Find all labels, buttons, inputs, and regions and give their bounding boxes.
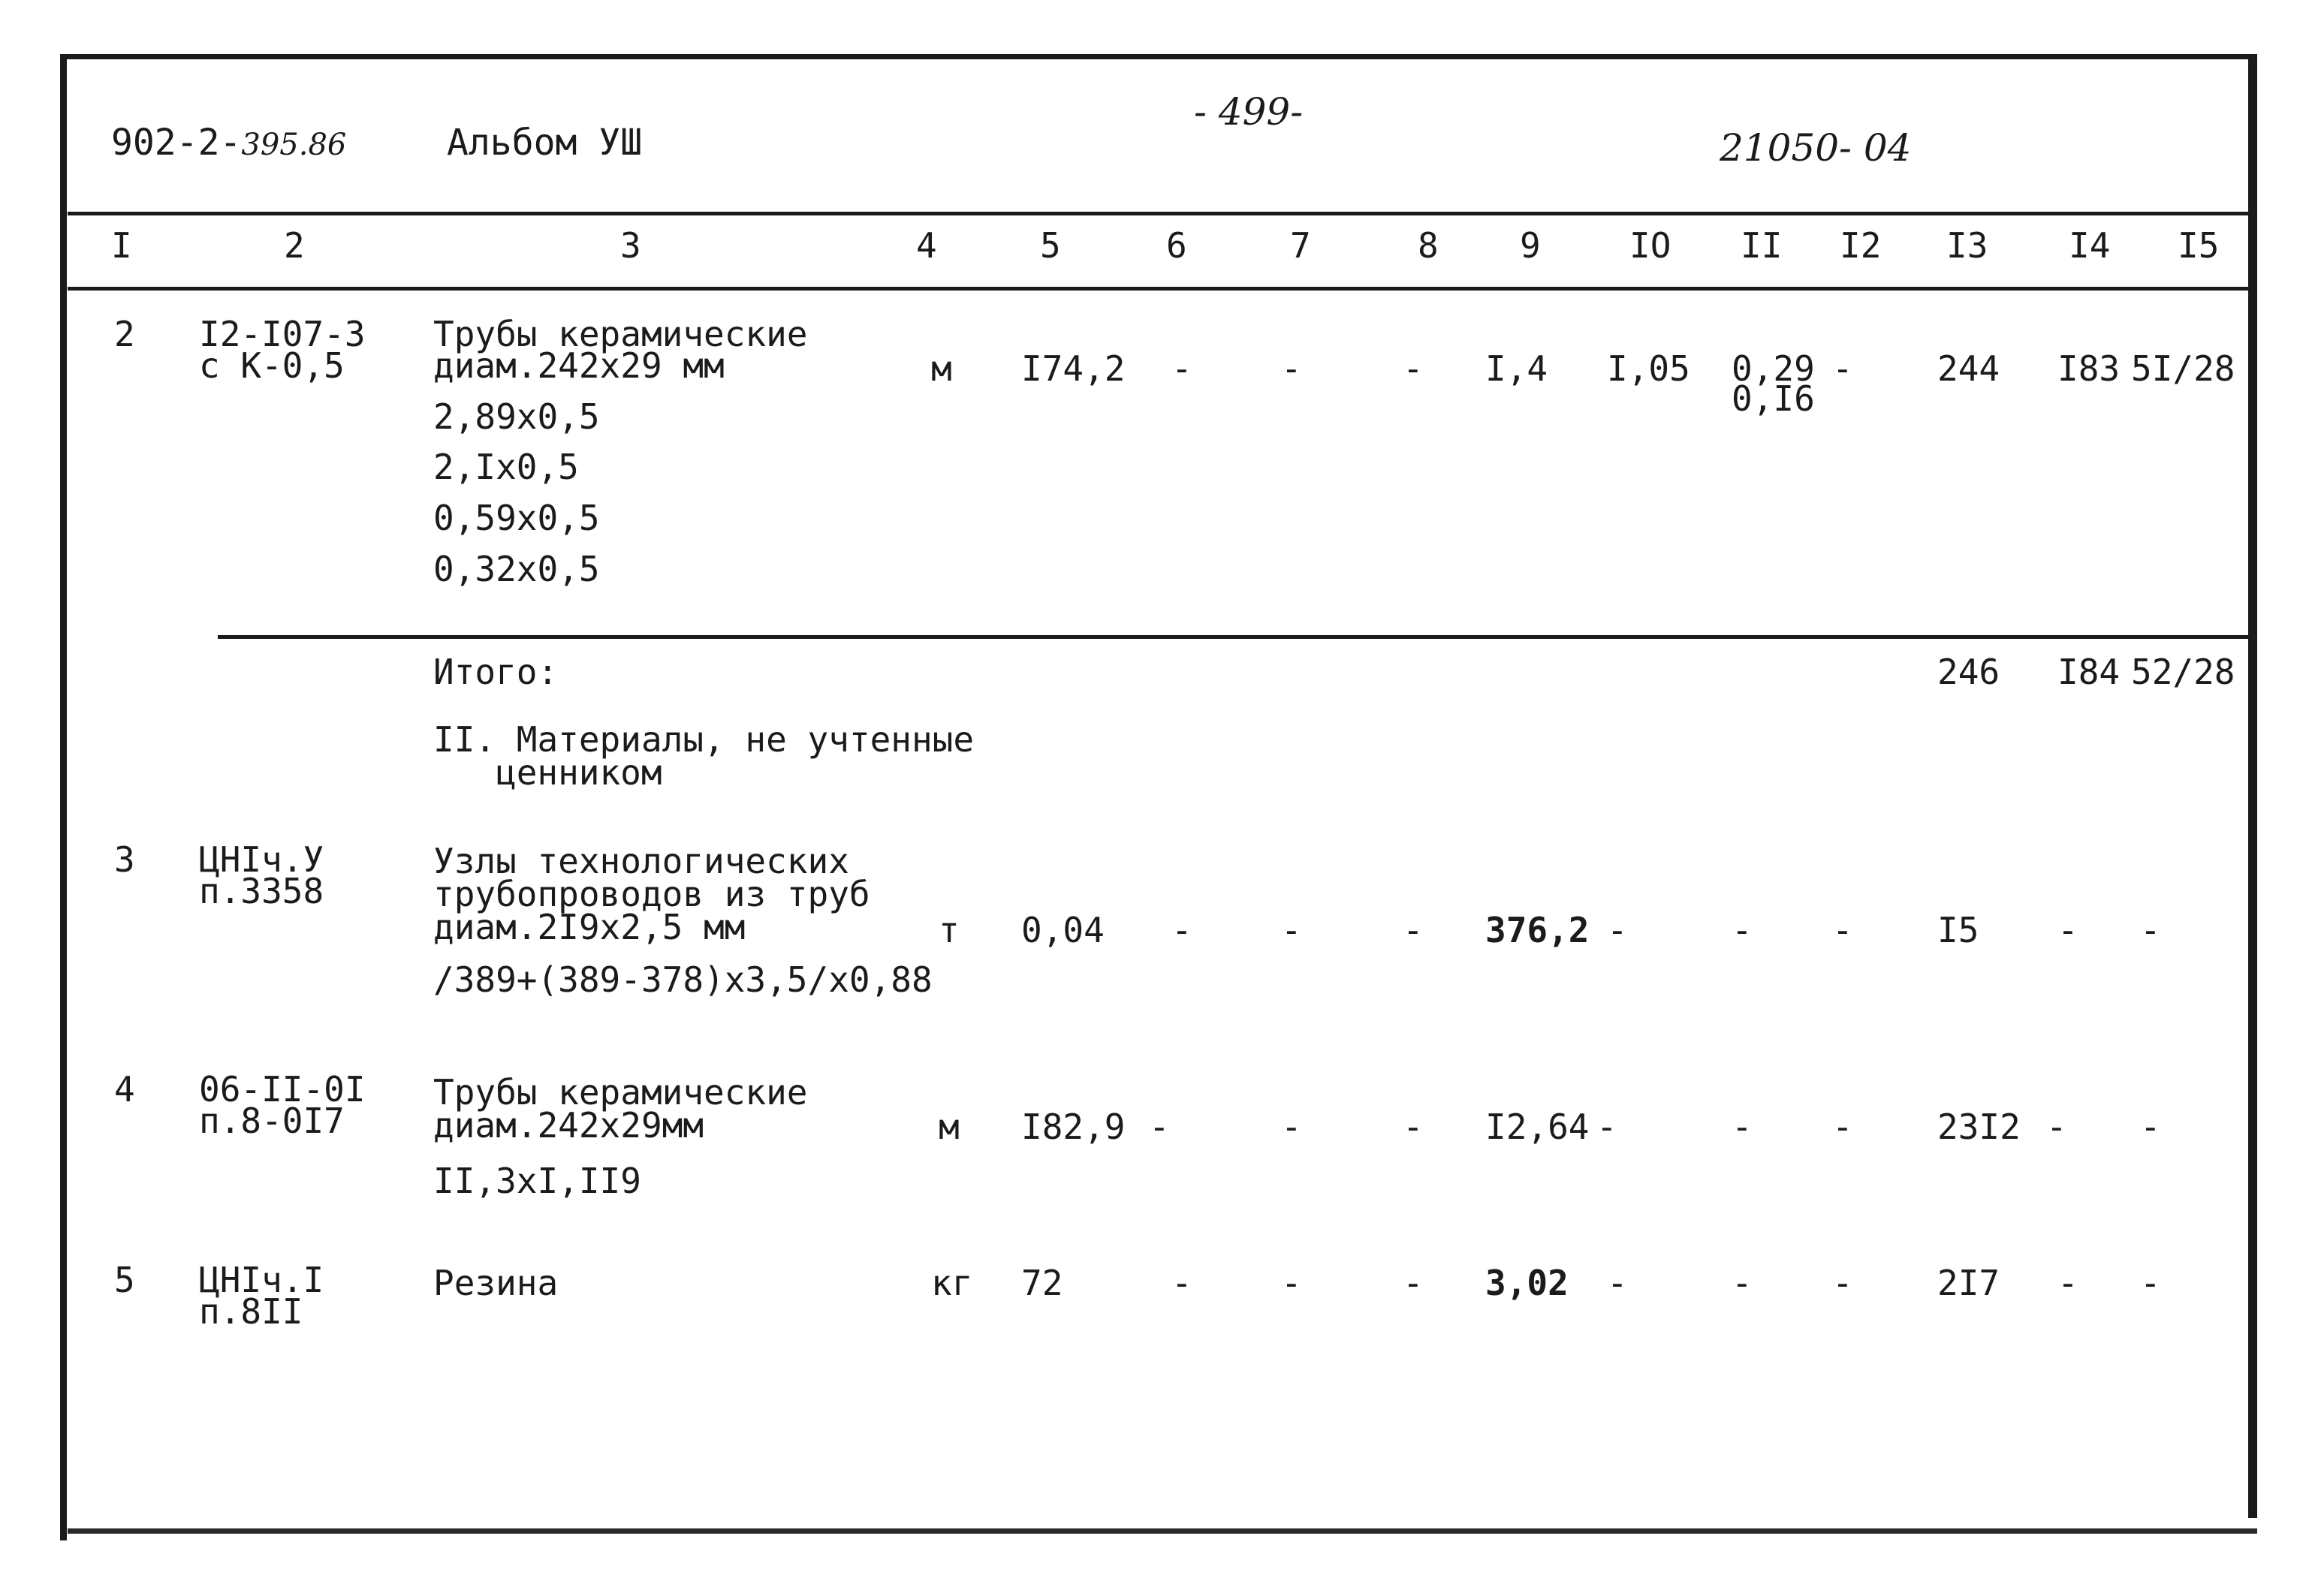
album-label: Альбом УШ (447, 122, 643, 164)
row-unit: м (939, 1107, 960, 1147)
frame-left-border (60, 54, 67, 1540)
row-col-7: - (1281, 1107, 1302, 1147)
row-calc-line: 0,59х0,5 (433, 498, 600, 538)
col-header-7: 7 (1290, 225, 1311, 266)
row-col-10: - (1607, 1263, 1628, 1303)
row-col-8: - (1403, 1263, 1424, 1303)
row-col-5: 72 (1021, 1263, 1063, 1303)
sheet-code: 21050- 04 (1720, 126, 1912, 170)
row-calc-line: 0,32х0,5 (433, 549, 600, 589)
row-calc-line: II,3хI,II9 (433, 1161, 641, 1201)
row-col-7: - (1281, 910, 1302, 950)
header-bottom-rule (68, 287, 2248, 291)
row-col-11: - (1732, 1107, 1753, 1147)
row-col-14: I83 (2057, 348, 2121, 389)
col-header-3: 3 (620, 225, 641, 266)
row-number: 3 (114, 839, 135, 880)
col-header-8: 8 (1418, 225, 1439, 266)
row-description-line-1: Резина (433, 1263, 559, 1303)
row-col-11-line-1: 0,29 (1732, 348, 1815, 389)
row-col-7: - (1281, 1263, 1302, 1303)
row-col-8: - (1403, 348, 1424, 389)
col-header-5: 5 (1040, 225, 1061, 266)
col-header-1: I (111, 225, 132, 266)
row-calc-line: 2,Iх0,5 (433, 447, 579, 487)
row-col-11-line-2: 0,I6 (1732, 378, 1815, 419)
row-col-10: - (1607, 910, 1628, 950)
row-col-9: I2,64 (1485, 1107, 1590, 1147)
row-col-12: - (1832, 1107, 1853, 1147)
row-col-14: - (2057, 1263, 2078, 1303)
row-description-line-2: трубопроводов из труб (433, 874, 870, 914)
col-header-9: 9 (1520, 225, 1541, 266)
row-col-12: - (1832, 348, 1853, 389)
row-col-9: 376,2 (1485, 910, 1590, 950)
col-header-12: I2 (1840, 225, 1882, 266)
row-description-line-1: Трубы керамические (433, 1072, 808, 1113)
row-code-line-1: I2-I07-3 (199, 314, 366, 354)
page-number: - 499- (1194, 90, 1304, 134)
row-col-11: - (1732, 1263, 1753, 1303)
row-col-13: 2I7 (1937, 1263, 2000, 1303)
row-col-10: - (1596, 1107, 1617, 1147)
frame-top-border (60, 54, 2257, 59)
col-header-14: I4 (2069, 225, 2111, 266)
header-top-rule (68, 212, 2248, 215)
row-col-8: - (1403, 910, 1424, 950)
row-code-line-2: п.8II (199, 1291, 303, 1332)
col-header-15: I5 (2178, 225, 2220, 266)
frame-bottom-border (68, 1528, 2257, 1534)
total-rule (218, 635, 2248, 639)
row-col-7: - (1281, 348, 1302, 389)
section-heading-line-2: ценником (496, 752, 662, 793)
document-code (111, 122, 346, 164)
row-code-line-2: п.8-0I7 (199, 1101, 345, 1141)
document-code-handwritten: 395.86 (241, 128, 347, 162)
row-col-13: 23I2 (1937, 1107, 2021, 1147)
row-col-14: - (2057, 910, 2078, 950)
frame-right-border (2248, 54, 2257, 1518)
row-code-line-1: 06-II-0I (199, 1069, 366, 1110)
row-code-line-2: п.3358 (199, 871, 324, 911)
row-col-6: - (1171, 348, 1192, 389)
section-heading-line-1: II. Материалы, не учтенные (433, 719, 975, 760)
col-header-6: 6 (1166, 225, 1187, 266)
total-col-14: I84 (2057, 652, 2121, 692)
row-col-6: - (1171, 910, 1192, 950)
row-unit: м (931, 348, 952, 389)
row-col-8: - (1403, 1107, 1424, 1147)
row-col-9: I,4 (1485, 348, 1548, 389)
row-col-10: I,05 (1607, 348, 1690, 389)
total-col-15: 52/28 (2131, 652, 2235, 692)
row-col-15: - (2140, 1263, 2161, 1303)
row-col-12: - (1832, 1263, 1853, 1303)
row-col-13: 244 (1937, 348, 2000, 389)
row-description-line-1: Узлы технологических (433, 841, 849, 881)
row-unit: т (939, 910, 960, 950)
row-description-line-1: Трубы керамические (433, 314, 808, 354)
row-calc-line: 2,89х0,5 (433, 396, 600, 437)
col-header-13: I3 (1946, 225, 1988, 266)
row-code-line-1: ЦНIч.У (199, 839, 324, 880)
row-number: 4 (114, 1069, 135, 1110)
total-col-13: 246 (1937, 652, 2000, 692)
row-col-5: I74,2 (1021, 348, 1126, 389)
col-header-2: 2 (284, 225, 305, 266)
document-code-prefix: 902-2- (111, 122, 242, 164)
row-col-13: I5 (1937, 910, 1979, 950)
row-col-5: I82,9 (1021, 1107, 1126, 1147)
row-number: 5 (114, 1260, 135, 1300)
row-col-11: - (1732, 910, 1753, 950)
row-col-9: 3,02 (1485, 1263, 1569, 1303)
row-code-line-1: ЦНIч.I (199, 1260, 324, 1300)
row-description-line-2: диам.242х29мм (433, 1105, 704, 1146)
row-col-15: - (2140, 910, 2161, 950)
row-unit: кг (931, 1263, 973, 1303)
row-description-line-3: диам.2I9х2,5 мм (433, 907, 746, 947)
row-calc-line: /389+(389-378)х3,5/х0,88 (433, 959, 933, 1000)
row-col-12: - (1832, 910, 1853, 950)
col-header-4: 4 (916, 225, 937, 266)
row-description-line-2: диам.242х29 мм (433, 345, 725, 386)
col-header-10: IO (1629, 225, 1671, 266)
row-col-15: - (2140, 1107, 2161, 1147)
row-col-5: 0,04 (1021, 910, 1105, 950)
row-col-15: 5I/28 (2131, 348, 2235, 389)
total-label: Итого: (433, 652, 559, 692)
col-header-11: II (1741, 225, 1783, 266)
row-col-6: - (1171, 1263, 1192, 1303)
row-number: 2 (114, 314, 135, 354)
row-code-line-2: c К-0,5 (199, 345, 345, 386)
row-col-6: - (1149, 1107, 1170, 1147)
row-col-14: - (2046, 1107, 2067, 1147)
